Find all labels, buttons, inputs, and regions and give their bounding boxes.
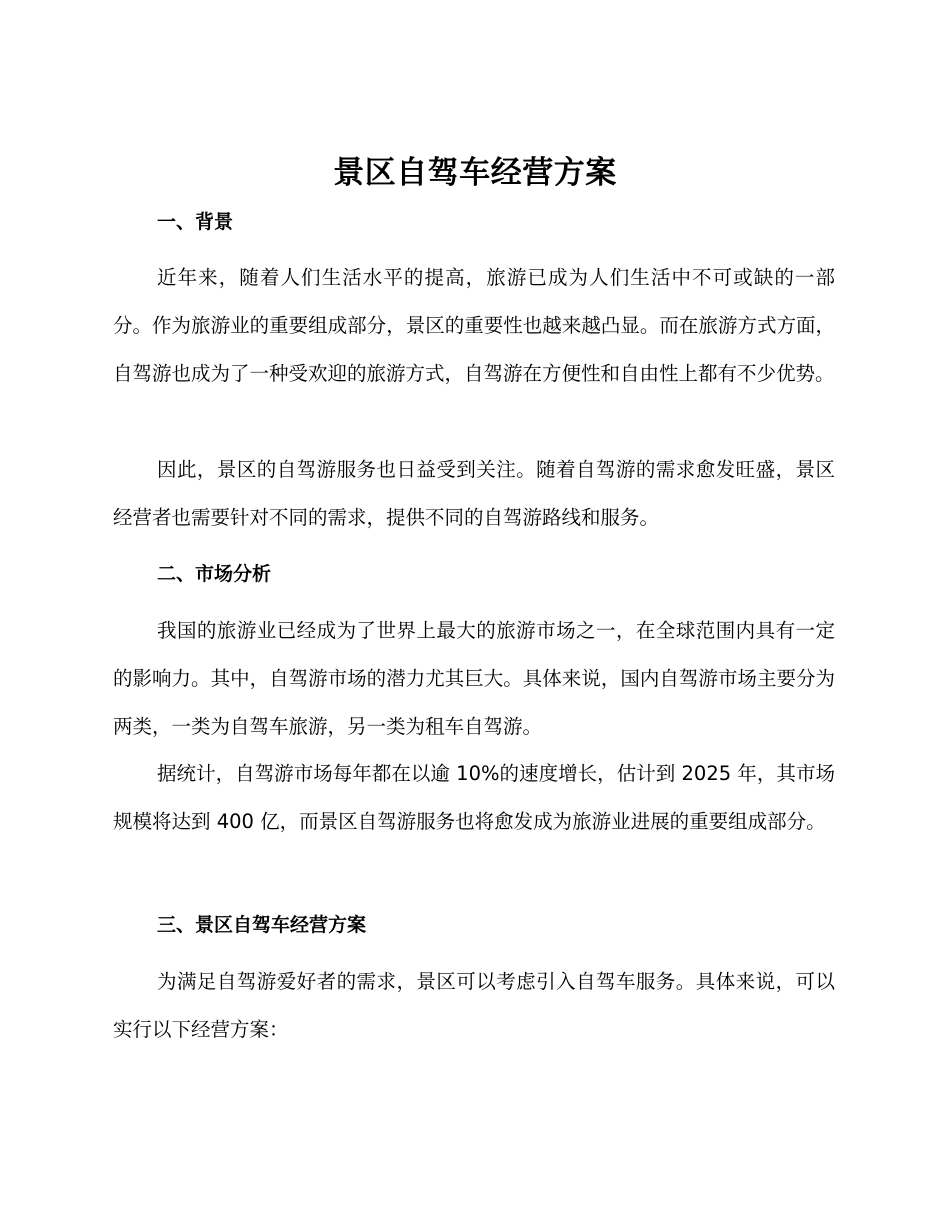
paragraph-background-1: 近年来，随着人们生活水平的提高，旅游已成为人们生活中不可或缺的一部分。作为旅游业的重要组成部分，景区的重要性也越来越凸显。而在旅游方式方面，自驾游也成为了一种受欢迎的旅游方式，自驾游在方便性和自由性上都有不少优势。 xyxy=(113,266,835,385)
paragraph-market-analysis-1: 我国的旅游业已经成为了世界上最大的旅游市场之一，在全球范围内具有一定的影响力。其中，自驾游市场的潜力尤其巨大。具体来说，国内自驾游市场主要分为两类，一类为自驾车旅游，另一类为租车自驾游。 xyxy=(113,619,835,738)
paragraph-operation-plan-1: 为满足自驾游爱好者的需求，景区可以考虑引入自驾车服务。具体来说，可以实行以下经营方案： xyxy=(113,970,835,1041)
paragraph-market-analysis-2: 据统计，自驾游市场每年都在以逾 10%的速度增长，估计到 2025 年，其市场规模将达到 400 亿，而景区自驾游服务也将愈发成为旅游业进展的重要组成部分。 xyxy=(113,762,835,833)
section-heading-background: 一、背景 xyxy=(157,211,234,233)
section-heading-market-analysis: 二、市场分析 xyxy=(157,563,272,585)
document-title: 景区自驾车经营方案 xyxy=(333,155,617,191)
paragraph-background-2: 因此，景区的自驾游服务也日益受到关注。随着自驾游的需求愈发旺盛，景区经营者也需要针对不同的需求，提供不同的自驾游路线和服务。 xyxy=(113,458,835,529)
section-heading-operation-plan: 三、景区自驾车经营方案 xyxy=(157,914,367,936)
